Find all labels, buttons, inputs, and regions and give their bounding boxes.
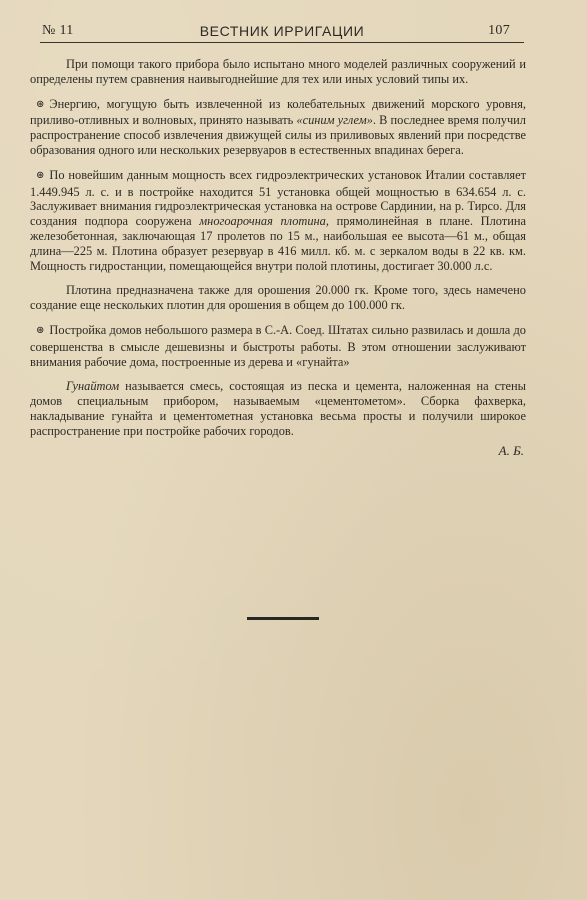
paragraph-text: При помощи такого прибора было испытано много моделей различных сооружений и определены путем сравнения наивыгоднейшие для тех или иных условий типы их. — [30, 57, 526, 86]
emphasis-term: многоарочная плотина — [199, 214, 326, 229]
paragraph-gunite — [30, 379, 526, 438]
paragraph-text: Постройка домов небольшого размера в С.-А. Соед. Штатах сильно развилась и дошла до совершенства в смысле дешевизны и быстроты работы. В этом отношении заслуживают внимания рабочие дома, построенные из дерева и «гунайта» — [30, 322, 526, 369]
section-mark-icon: ⊛ — [36, 169, 45, 181]
paragraph-irrigation — [30, 283, 526, 313]
paragraph-blue-coal — [30, 97, 526, 158]
emphasis-term: Гунайтом — [66, 379, 120, 394]
paragraph-text: называется смесь, состоящая из песка и цемента, наложенная на стены домов специальным прибором, называемым «цементометом». Сборка фахверка, накладывание гунайта и цементометная установка весьма просты и получили широкое распространение при постройке рабочих городов. — [30, 379, 526, 438]
paragraph-text: По новейшим данным мощность всех гидроэлектрических установок Италии составляет 1.449.945 л. с. и в постройке находится 51 установка общей мощностью в 634.654 л. с. Заслуживает внимания гидроэлектрическая установка на острове Сардинии, на р. Тирсо. Для создания подпора сооружена — [30, 167, 526, 229]
article-body — [30, 57, 526, 459]
emphasis-term: «синим углем» — [296, 113, 373, 128]
issue-number: № 11 — [42, 23, 74, 38]
author-signature: А. Б. — [498, 442, 524, 458]
page-number: 107 — [488, 23, 510, 38]
section-mark-icon: ⊛ — [36, 98, 45, 110]
paragraph-text: . В последнее время получил распространение способ извлечения движущей силы из приливовых явлений при посредстве образования одного или нескольких резервуаров в естественных впадинах берега. — [30, 113, 526, 157]
paragraph-text: , прямолинейная в плане. Плотина железобетонная, заключающая 17 пролетов по 15 м., наибольшая ее высота—61 м., общая длина—225 м. Плотина образует резервуар в 416 милл. кб. м. с зеркалом воды в 22 кв. км. Мощность гидростанции, помещающейся внутри полой плотины, достигает 30.000 л.с. — [30, 214, 526, 273]
running-header — [40, 22, 524, 43]
paragraph-device-testing — [30, 57, 526, 87]
paragraph-usa-houses — [30, 323, 526, 369]
paragraph-italy-hydro — [30, 168, 526, 274]
paragraph-text: Плотина предназначена также для орошения 20.000 гк. Кроме того, здесь намечено создание еще нескольких плотин для орошения в общем до 100.000 гк. — [30, 283, 526, 313]
journal-title: ВЕСТНИК ИРРИГАЦИИ — [199, 23, 365, 39]
section-divider — [247, 617, 319, 620]
paragraph-text: Энергию, могущую быть извлеченной из колебательных движений морского уровня, приливо-отливных и волновых, принято называть — [30, 96, 526, 128]
section-mark-icon: ⊛ — [36, 324, 45, 336]
